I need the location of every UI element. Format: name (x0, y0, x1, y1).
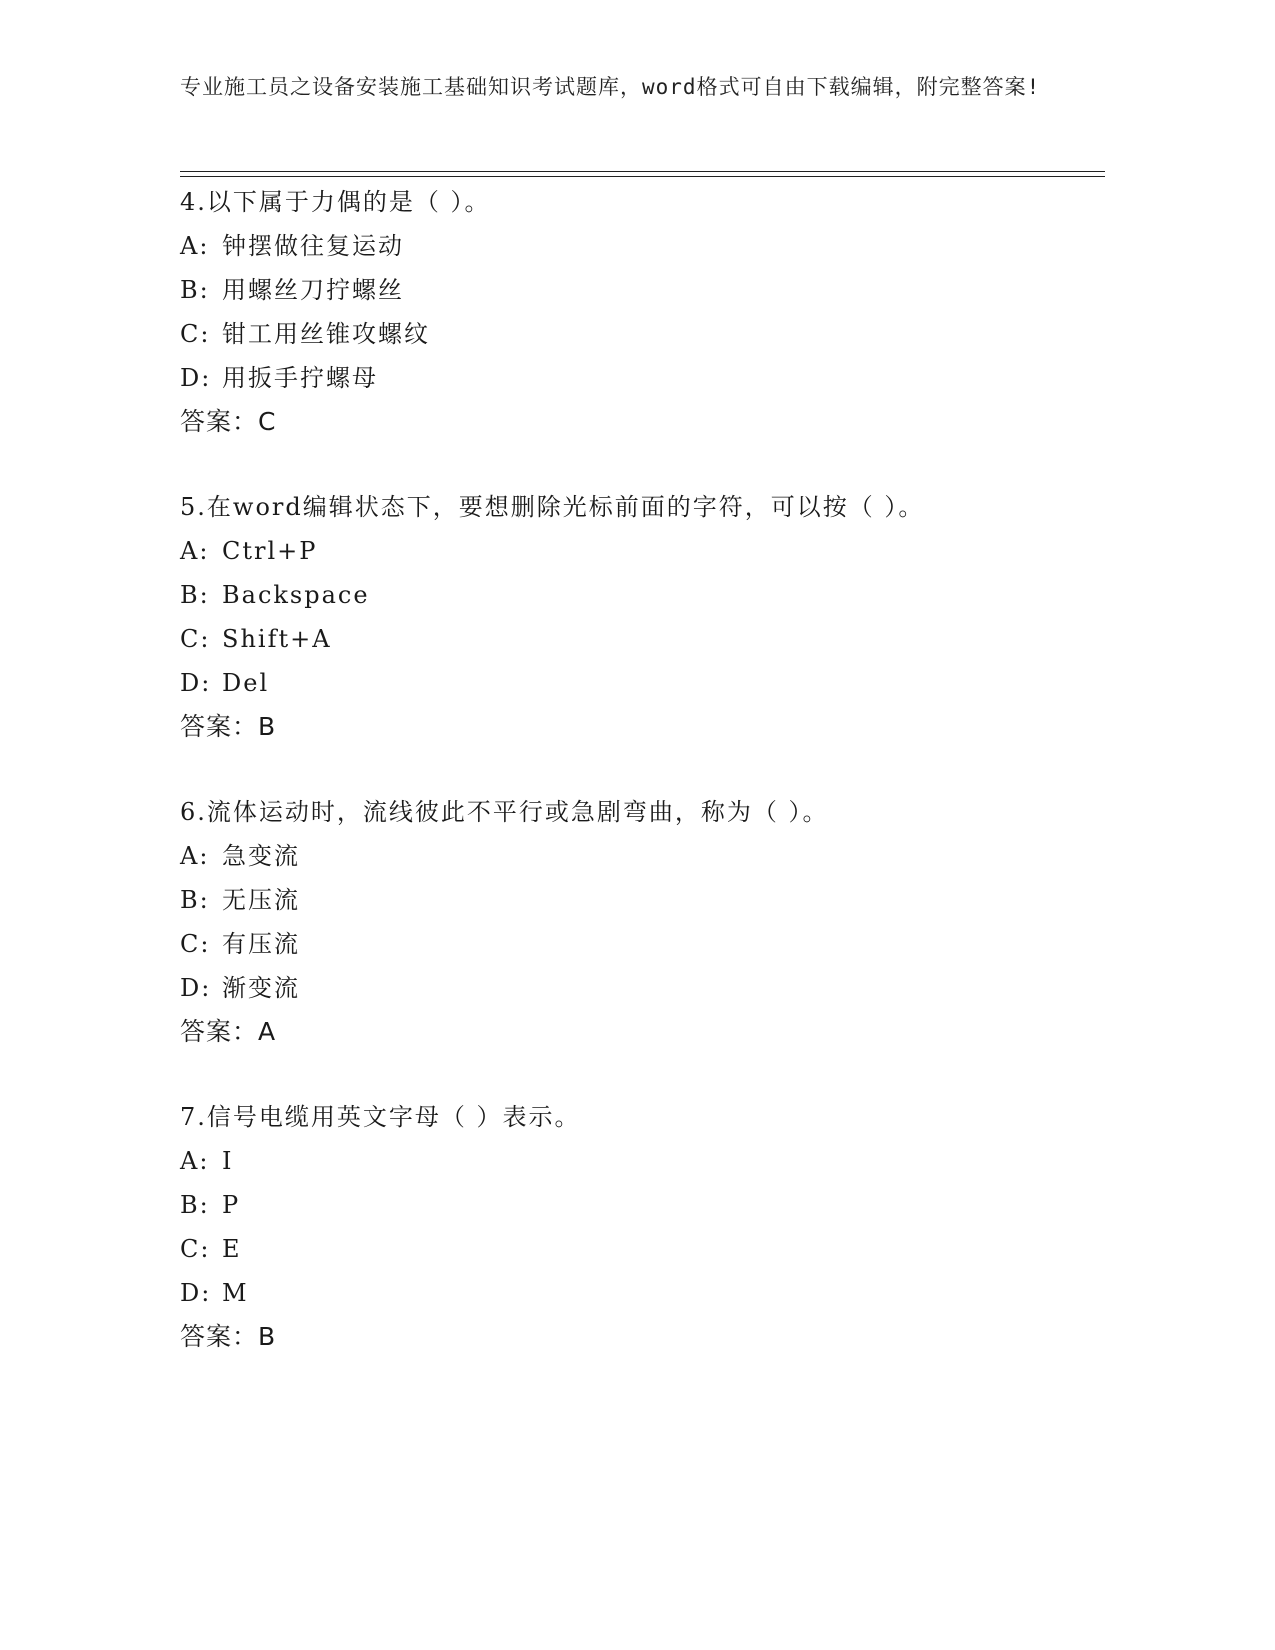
option-key: A: (180, 842, 210, 870)
option-a (180, 224, 1110, 268)
header-divider-top (180, 171, 1105, 172)
answer-line: 答案：C (180, 407, 277, 436)
answer-line: 答案：B (180, 1322, 277, 1351)
option-b (180, 268, 1110, 312)
option-text: M (222, 1279, 249, 1307)
option-text: 有压流 (222, 930, 300, 958)
option-key: C: (180, 930, 211, 958)
option-key: B: (180, 276, 210, 304)
option-a (180, 1139, 1110, 1183)
option-text: 急变流 (222, 842, 300, 870)
option-c (180, 1227, 1110, 1271)
option-text: E (222, 1235, 242, 1263)
option-d (180, 966, 1110, 1010)
document-intro: 专业施工员之设备安装施工基础知识考试题库，word格式可自由下载编辑，附完整答案! (180, 75, 1041, 99)
option-b (180, 1183, 1110, 1227)
option-a (180, 529, 1110, 573)
option-key: D: (180, 974, 212, 1002)
option-text: Backspace (222, 581, 370, 609)
question-stem: 6.流体运动时，流线彼此不平行或急剧弯曲，称为（ ）。 (180, 798, 829, 826)
option-key: D: (180, 669, 212, 697)
option-a (180, 834, 1110, 878)
question-block (180, 180, 1110, 444)
option-d (180, 661, 1110, 705)
option-key: A: (180, 537, 210, 565)
option-text: P (222, 1191, 241, 1219)
option-d (180, 1271, 1110, 1315)
option-text: Del (222, 669, 270, 697)
option-b (180, 878, 1110, 922)
option-c (180, 312, 1110, 356)
question-block (180, 485, 1110, 749)
option-text: 用扳手拧螺母 (222, 364, 378, 392)
option-b (180, 573, 1110, 617)
option-text: 渐变流 (222, 974, 300, 1002)
option-c (180, 617, 1110, 661)
answer-line: 答案：A (180, 1017, 277, 1046)
option-key: C: (180, 320, 211, 348)
option-key: C: (180, 1235, 211, 1263)
option-key: A: (180, 232, 210, 260)
option-text: 钳工用丝锥攻螺纹 (222, 320, 430, 348)
answer-line: 答案：B (180, 712, 277, 741)
option-text: 无压流 (222, 886, 300, 914)
option-key: B: (180, 581, 210, 609)
question-stem: 5.在word编辑状态下，要想删除光标前面的字符，可以按（ ）。 (180, 493, 925, 521)
option-text: Shift+A (222, 625, 332, 653)
question-block (180, 790, 1110, 1054)
option-text: 钟摆做往复运动 (222, 232, 404, 260)
header-divider-bottom (180, 176, 1105, 177)
question-block (180, 1095, 1110, 1359)
option-text: 用螺丝刀拧螺丝 (222, 276, 404, 304)
option-key: B: (180, 886, 210, 914)
option-key: C: (180, 625, 211, 653)
question-stem: 4.以下属于力偶的是（ ）。 (180, 188, 491, 216)
option-d (180, 356, 1110, 400)
option-text: I (222, 1147, 234, 1175)
option-key: A: (180, 1147, 210, 1175)
option-key: D: (180, 364, 212, 392)
question-stem: 7.信号电缆用英文字母（ ）表示。 (180, 1103, 581, 1131)
option-key: D: (180, 1279, 212, 1307)
option-text: Ctrl+P (222, 537, 318, 565)
option-key: B: (180, 1191, 210, 1219)
option-c (180, 922, 1110, 966)
